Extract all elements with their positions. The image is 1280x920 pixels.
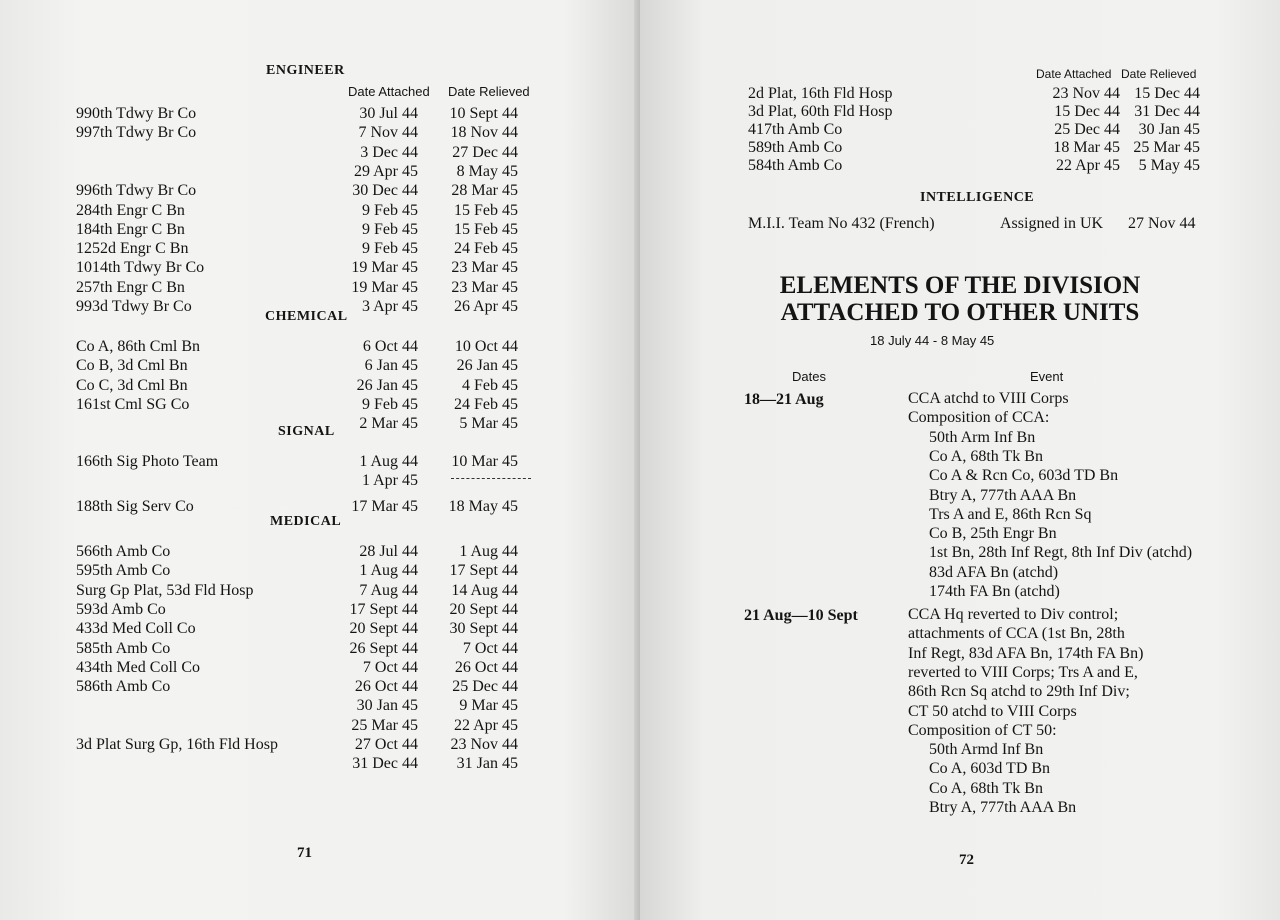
elements-title-line2: ATTACHED TO OTHER UNITS bbox=[780, 299, 1140, 326]
date-relieved: 15 Feb 45 bbox=[454, 220, 518, 238]
date-attached: 2 Mar 45 bbox=[359, 415, 418, 433]
event-line: CCA Hq reverted to Div control; bbox=[908, 606, 1119, 623]
event-line: Co B, 25th Engr Bn bbox=[929, 525, 1057, 543]
event-line: 83d AFA Bn (atchd) bbox=[929, 563, 1059, 581]
unit-name: 3d Plat Surg Gp, 16th Fld Hosp bbox=[76, 736, 278, 753]
event-line: CCA atchd to VIII Corps bbox=[908, 390, 1069, 407]
unit-name: 433d Med Coll Co bbox=[76, 620, 196, 638]
column-header-event: Event bbox=[1030, 369, 1064, 384]
section-title-chemical: CHEMICAL bbox=[265, 309, 348, 324]
unit-name: 284th Engr C Bn bbox=[76, 201, 185, 219]
date-relieved: 23 Mar 45 bbox=[451, 278, 518, 296]
date-relieved: 26 Apr 45 bbox=[454, 298, 518, 315]
date-attached: 15 Dec 44 bbox=[1054, 103, 1120, 120]
event-line: 50th Armd Inf Bn bbox=[929, 741, 1044, 759]
event-line: Co A, 68th Tk Bn bbox=[929, 447, 1043, 465]
date-attached: 7 Aug 44 bbox=[359, 581, 418, 599]
date-attached: 29 Apr 45 bbox=[354, 162, 418, 180]
unit-name: 1252d Engr C Bn bbox=[76, 240, 189, 258]
date-relieved: 7 Oct 44 bbox=[462, 639, 518, 657]
date-relieved: 31 Jan 45 bbox=[456, 755, 518, 773]
unit-name: 595th Amb Co bbox=[76, 562, 171, 580]
date-relieved: 25 Dec 44 bbox=[452, 678, 518, 696]
date-relieved: 1 Aug 44 bbox=[459, 543, 518, 560]
date-relieved: 30 Sept 44 bbox=[449, 620, 518, 638]
date-relieved: 9 Mar 45 bbox=[459, 697, 518, 715]
date-attached: 30 Jan 45 bbox=[356, 697, 418, 715]
date-attached: 9 Feb 45 bbox=[362, 240, 418, 258]
unit-name: 166th Sig Photo Team bbox=[76, 453, 219, 470]
intelligence-unit: M.I.I. Team No 432 (French) bbox=[748, 215, 935, 232]
unit-name: 993d Tdwy Br Co bbox=[76, 298, 192, 315]
event-line: attachments of CCA (1st Bn, 28th bbox=[908, 625, 1125, 643]
date-relieved: 25 Mar 45 bbox=[1133, 139, 1200, 156]
page-number: 71 bbox=[297, 845, 312, 861]
unit-name: 593d Amb Co bbox=[76, 600, 166, 618]
section-title-engineer: ENGINEER bbox=[266, 63, 345, 78]
date-relieved: 18 Nov 44 bbox=[450, 124, 518, 142]
event-line: Btry A, 777th AAA Bn bbox=[929, 486, 1077, 504]
column-header-date-attached: Date Attached bbox=[348, 84, 430, 99]
elements-date-range: 18 July 44 - 8 May 45 bbox=[870, 333, 995, 348]
section-title-signal: SIGNAL bbox=[278, 424, 335, 439]
event-line: 1st Bn, 28th Inf Regt, 8th Inf Div (atchd) bbox=[929, 544, 1193, 562]
unit-name: 566th Amb Co bbox=[76, 543, 171, 560]
date-attached: 3 Dec 44 bbox=[360, 143, 418, 161]
event-line: Composition of CCA: bbox=[908, 409, 1050, 427]
date-relieved: 18 May 45 bbox=[448, 497, 518, 515]
date-relieved: 15 Feb 45 bbox=[454, 201, 518, 219]
section-title-intelligence: INTELLIGENCE bbox=[920, 190, 1035, 205]
date-attached: 9 Feb 45 bbox=[362, 201, 418, 219]
event-line: 86th Rcn Sq atchd to 29th Inf Div; bbox=[908, 683, 1130, 701]
unit-name: 997th Tdwy Br Co bbox=[76, 124, 197, 142]
date-relieved: 24 Feb 45 bbox=[454, 395, 518, 413]
date-relieved: 28 Mar 45 bbox=[451, 182, 518, 200]
section-title-medical: MEDICAL bbox=[270, 514, 342, 529]
date-attached: 1 Apr 45 bbox=[362, 472, 418, 490]
date-relieved: 20 Sept 44 bbox=[449, 600, 518, 618]
unit-name: Co C, 3d Cml Bn bbox=[76, 376, 188, 394]
date-attached: 7 Nov 44 bbox=[358, 124, 418, 142]
date-relieved: 14 Aug 44 bbox=[451, 581, 518, 599]
unit-name: Co A, 86th Cml Bn bbox=[76, 338, 201, 355]
elements-title-line1: ELEMENTS OF THE DIVISION bbox=[779, 272, 1141, 299]
event-line: 174th FA Bn (atchd) bbox=[929, 583, 1060, 600]
date-attached: 9 Feb 45 bbox=[362, 395, 418, 413]
date-attached: 6 Oct 44 bbox=[362, 338, 418, 355]
unit-name: 188th Sig Serv Co bbox=[76, 497, 194, 515]
column-header-date-relieved: Date Relieved bbox=[1121, 67, 1197, 81]
column-header-date-relieved: Date Relieved bbox=[448, 84, 530, 99]
date-attached: 25 Dec 44 bbox=[1054, 121, 1120, 138]
date-relieved: 5 Mar 45 bbox=[459, 415, 518, 433]
date-attached: 23 Nov 44 bbox=[1052, 85, 1120, 102]
date-relieved: 22 Apr 45 bbox=[454, 716, 518, 734]
date-attached: 19 Mar 45 bbox=[351, 259, 418, 277]
date-attached: 28 Jul 44 bbox=[359, 543, 418, 560]
event-line: Co A & Rcn Co, 603d TD Bn bbox=[929, 467, 1119, 485]
date-relieved: 26 Oct 44 bbox=[454, 658, 518, 676]
date-attached: 19 Mar 45 bbox=[351, 278, 418, 296]
unit-name: 184th Engr C Bn bbox=[76, 220, 185, 238]
date-attached: 9 Feb 45 bbox=[362, 220, 418, 238]
event-line: Trs A and E, 86th Rcn Sq bbox=[929, 505, 1092, 523]
date-relieved: 24 Feb 45 bbox=[454, 240, 518, 258]
date-attached: 1 Aug 44 bbox=[359, 453, 418, 470]
date-relieved: 8 May 45 bbox=[456, 162, 518, 180]
date-relieved: 10 Sept 44 bbox=[449, 105, 518, 122]
unit-name: 2d Plat, 16th Fld Hosp bbox=[748, 85, 893, 102]
column-header-dates: Dates bbox=[792, 369, 826, 384]
event-line: CT 50 atchd to VIII Corps bbox=[908, 702, 1077, 720]
unit-name: 257th Engr C Bn bbox=[76, 278, 185, 296]
date-relieved: 4 Feb 45 bbox=[462, 376, 518, 394]
unit-name: 161st Cml SG Co bbox=[76, 395, 190, 413]
date-relieved: 23 Nov 44 bbox=[450, 736, 518, 753]
intelligence-status: Assigned in UK bbox=[1000, 215, 1104, 232]
date-attached: 26 Jan 45 bbox=[356, 376, 418, 394]
date-attached: 17 Mar 45 bbox=[351, 497, 418, 515]
unit-name: 585th Amb Co bbox=[76, 639, 171, 657]
date-attached: 26 Sept 44 bbox=[349, 639, 418, 657]
right-page bbox=[640, 0, 1280, 920]
date-attached: 22 Apr 45 bbox=[1056, 157, 1120, 174]
date-relieved: 26 Jan 45 bbox=[456, 357, 518, 375]
date-attached: 7 Oct 44 bbox=[362, 658, 418, 676]
unit-name: 996th Tdwy Br Co bbox=[76, 182, 197, 200]
unit-name: Co B, 3d Cml Bn bbox=[76, 357, 188, 375]
unit-name: 584th Amb Co bbox=[748, 157, 843, 174]
event-line: Co A, 603d TD Bn bbox=[929, 760, 1051, 778]
date-attached: 25 Mar 45 bbox=[351, 716, 418, 734]
unit-name: 1014th Tdwy Br Co bbox=[76, 259, 205, 277]
date-relieved: 5 May 45 bbox=[1138, 157, 1200, 174]
date-attached: 17 Sept 44 bbox=[349, 600, 418, 618]
dashed-divider bbox=[451, 478, 531, 479]
unit-name: 990th Tdwy Br Co bbox=[76, 105, 197, 122]
date-relieved: 10 Oct 44 bbox=[454, 338, 518, 355]
date-relieved: 23 Mar 45 bbox=[451, 259, 518, 277]
event-line: Btry A, 777th AAA Bn bbox=[929, 799, 1077, 816]
unit-name: 589th Amb Co bbox=[748, 139, 843, 156]
date-relieved: 15 Dec 44 bbox=[1134, 85, 1200, 102]
date-relieved: 27 Dec 44 bbox=[452, 143, 518, 161]
date-attached: 20 Sept 44 bbox=[349, 620, 418, 638]
event-line: Co A, 68th Tk Bn bbox=[929, 779, 1043, 797]
unit-name: 417th Amb Co bbox=[748, 121, 843, 138]
event-line: Inf Regt, 83d AFA Bn, 174th FA Bn) bbox=[908, 644, 1144, 662]
column-header-date-attached: Date Attached bbox=[1036, 67, 1112, 81]
date-relieved: 31 Dec 44 bbox=[1134, 103, 1200, 120]
event-dates: 21 Aug—10 Sept bbox=[744, 607, 858, 624]
date-attached: 31 Dec 44 bbox=[352, 755, 418, 773]
unit-name: 3d Plat, 60th Fld Hosp bbox=[748, 103, 893, 120]
date-attached: 18 Mar 45 bbox=[1053, 139, 1120, 156]
unit-name: 586th Amb Co bbox=[76, 678, 171, 696]
event-dates: 18—21 Aug bbox=[744, 391, 824, 408]
unit-name: Surg Gp Plat, 53d Fld Hosp bbox=[76, 581, 254, 599]
date-relieved: 17 Sept 44 bbox=[449, 562, 518, 580]
date-attached: 26 Oct 44 bbox=[354, 678, 418, 696]
page-number: 72 bbox=[959, 852, 974, 868]
event-line: Composition of CT 50: bbox=[908, 721, 1057, 739]
date-attached: 30 Dec 44 bbox=[352, 182, 418, 200]
date-attached: 3 Apr 45 bbox=[362, 298, 418, 315]
date-attached: 1 Aug 44 bbox=[359, 562, 418, 580]
date-relieved: 10 Mar 45 bbox=[451, 453, 518, 470]
date-attached: 6 Jan 45 bbox=[364, 357, 418, 375]
intelligence-date: 27 Nov 44 bbox=[1128, 215, 1196, 232]
event-line: reverted to VIII Corps; Trs A and E, bbox=[908, 663, 1138, 681]
unit-name: 434th Med Coll Co bbox=[76, 658, 201, 676]
event-line: 50th Arm Inf Bn bbox=[929, 428, 1036, 446]
date-attached: 27 Oct 44 bbox=[354, 736, 418, 753]
date-relieved: 30 Jan 45 bbox=[1138, 121, 1200, 138]
date-attached: 30 Jul 44 bbox=[359, 105, 418, 122]
